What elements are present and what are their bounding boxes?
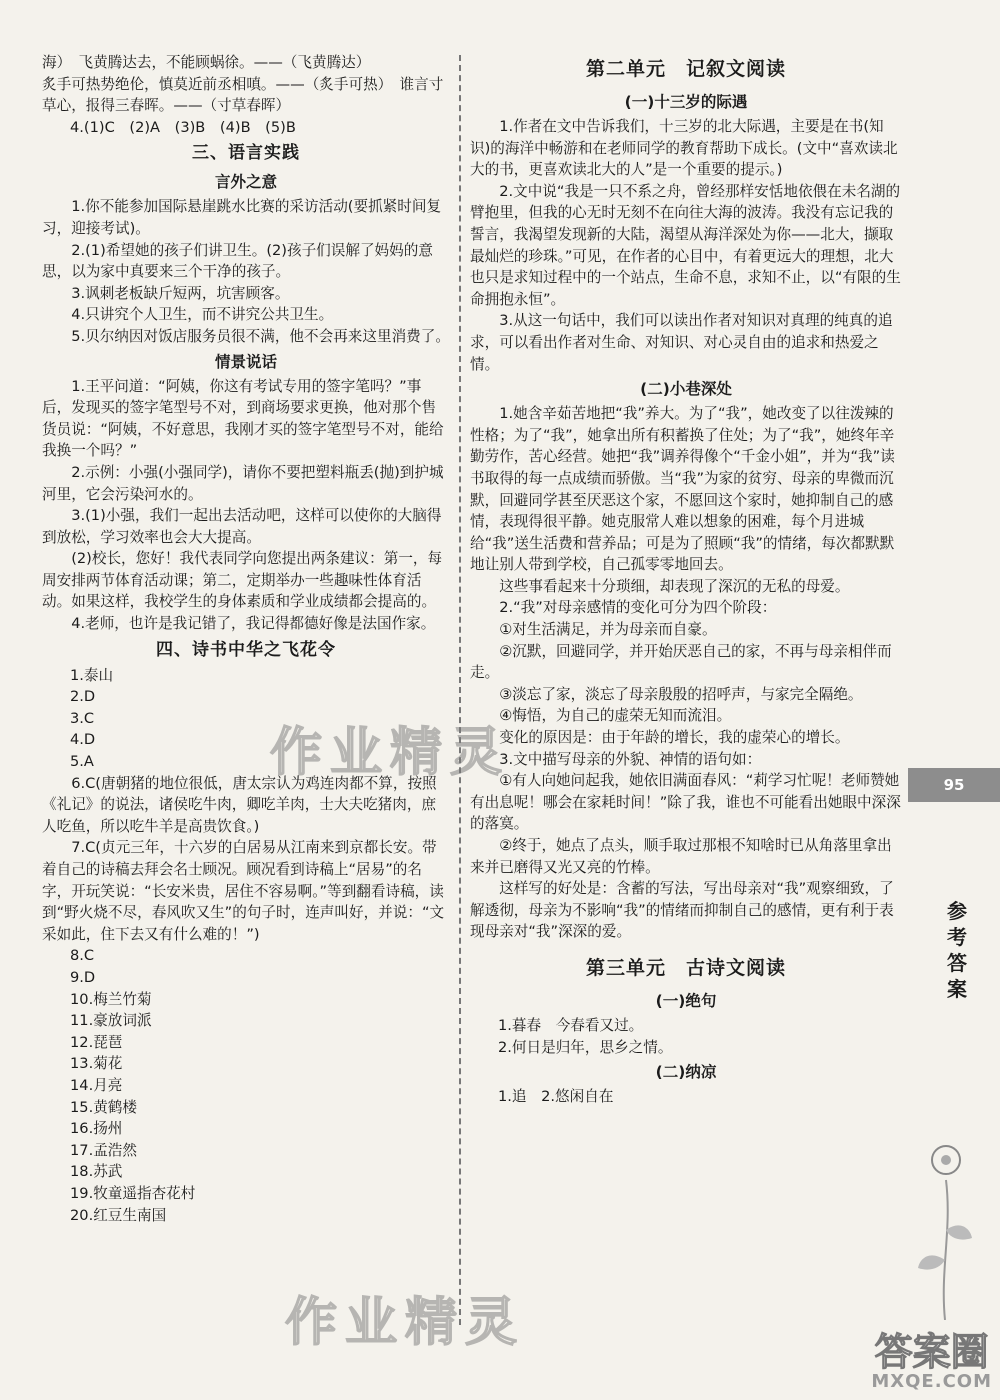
- subsection-heading: (二)小巷深处: [640, 380, 732, 399]
- answer-line: ①对生活满足，并为母亲而自豪。: [499, 621, 717, 639]
- answer-line: 16.扬州: [70, 1120, 123, 1138]
- answer-line: 2.D: [70, 688, 96, 706]
- answer-line: 15.黄鹤楼: [70, 1098, 137, 1116]
- answer-line: 1.追 2.悠闲自在: [498, 1088, 614, 1106]
- subsection-heading: (二)纳凉: [655, 1063, 717, 1082]
- answer-line: ②沉默，回避同学，并开始厌恶自己的家，不再与母亲相伴而走。: [470, 642, 892, 682]
- answer-line: 1.作者在文中告诉我们，十三岁的北大际遇，主要是在书(知识)的海洋中畅游和在老师同学的教育帮助下成长。(文中“喜欢读北大的书，更喜欢读北大的人”是一个重要的提示。): [470, 118, 898, 179]
- answer-line: 3.讽刺老板缺斤短两，坑害顾客。: [71, 284, 290, 302]
- answer-line: 1.王平问道：“阿姨，你这有考试专用的签字笔吗？”事后，发现买的签字笔型号不对，到商场要求更换，他对那个售货员说：“阿姨，不好意思，我刚才买的签字笔型号不对，能给我换一个吗？”: [42, 377, 444, 460]
- answer-line: 3.文中描写母亲的外貌、神情的语句如：: [499, 750, 762, 768]
- answer-line: 17.孟浩然: [70, 1141, 137, 1159]
- answer-line: 6.C(唐朝猪的地位很低，唐太宗认为鸡连肉都不算，按照《礼记》的说法，诸侯吃牛肉，卿吃羊肉，士大夫吃猪肉，庶人吃鱼，所以吃牛羊是高贵饮食。): [42, 774, 437, 835]
- spacer: [470, 943, 902, 951]
- answer-line: 14.月亮: [70, 1076, 123, 1094]
- answer-line: 7.C(贞元三年，十六岁的白居易从江南来到京都长安。带着自己的诗稿去拜会名士顾况。顾况看到诗稿上“居易”的名字，开玩笑说：“长安米贵，居住不容易啊。”等到翻看诗稿，读到“野火烧不尽，春风吹又生”的句子时，连声叫好，并说：“文采如此，住下去又有什么难的！”): [42, 839, 445, 943]
- column-divider: [459, 55, 461, 1325]
- answer-line: 13.菊花: [70, 1055, 123, 1073]
- flower-illustration-icon: [910, 1120, 980, 1320]
- subsection-heading: (一)十三岁的际遇: [624, 93, 748, 111]
- answer-line: 1.她含辛茹苦地把“我”养大。为了“我”，她改变了以往泼辣的性格；为了“我”，她拿出所有积蓄换了住处；为了“我”，她终年辛勤劳作，苦心经营。她把“我”调养得像个“千金小姐”，并为“我”读书取得的每一点成绩而骄傲。当“我”为家的贫穷、母亲的卑微而沉默，回避同学甚至厌恶这个家，不愿回这个家时，她抑制自己的感情，表现得很平静。她克服常人难以想象的困难，每个月进城给“我”送生活费和营养品；可是为了照顾“我”的情绪，每次都默默地让别人带到学校，自己孤零零地回去。: [470, 405, 895, 574]
- watermark-bottom: 作业精灵: [285, 1293, 526, 1353]
- answer-line: 5.A: [70, 753, 94, 771]
- answer-line: 3.从这一句话中，我们可以读出作者对知识对真理的纯真的追求，可以看出作者对生命、对知识、对心灵自由的追求和热爱之情。: [470, 312, 893, 373]
- answer-line: ①有人向她问起我，她依旧满面春风：“莉学习忙呢！老师赞她有出息呢！哪会在家耗时间！”除了我，谁也不可能看出她眼中深深的落寞。: [470, 772, 901, 833]
- section-label: 参考答案: [947, 899, 967, 1001]
- answer-line: ④悔悟，为自己的虚荣无知而流泪。: [499, 707, 732, 725]
- answer-line: 2.(1)希望她的孩子们讲卫生。(2)孩子们误解了妈妈的意思，以为家中真要来三个干净的孩子。: [42, 241, 433, 281]
- answer-line: 这样写的好处是：含蓄的写法，写出母亲对“我”观察细致，了解透彻，母亲为不影响“我”的情绪而抑制自己的感情，更有利于表现母亲对“我”深深的爱。: [470, 880, 894, 941]
- watermark-top: 作业精灵: [270, 723, 511, 783]
- answer-line: 20.红豆生南国: [70, 1206, 167, 1224]
- answer-line: 11.豪放词派: [70, 1012, 152, 1030]
- answer-line: 4.D: [70, 731, 96, 749]
- answer-line: (2)校长，您好！我代表同学向您提出两条建议：第一，每周安排两节体育活动课；第二，定期举办一些趣味性体育活动。如果这样，我校学生的身体素质和学业成绩都会提高的。: [42, 550, 443, 611]
- page-number: 95: [943, 776, 965, 794]
- answer-line: 4.(1)C (2)A (3)B (4)B (5)B: [70, 118, 296, 136]
- answer-line: 18.苏武: [70, 1163, 123, 1181]
- left-column: [42, 52, 450, 1226]
- answer-line: 3.(1)小强，我们一起出去活动吧，这样可以使你的大脑得到放松，学习效率也会大大提高。: [42, 507, 442, 546]
- answer-line: 9.D: [70, 968, 96, 986]
- subsection-heading: 情景说话: [214, 352, 277, 371]
- answer-line: 2.“我”对母亲感情的变化可分为四个阶段：: [499, 599, 777, 617]
- section-heading: 四、诗书中华之飞花令: [156, 639, 336, 660]
- answer-line: 12.琵琶: [70, 1033, 123, 1051]
- answer-line: 8.C: [70, 947, 95, 965]
- answer-line: 2.何日是归年，思乡之情。: [498, 1038, 673, 1056]
- answer-line: 2.文中说“我是一只不系之舟，曾经那样安恬地依偎在未名湖的臂抱里，但我的心无时无刻不在向往大海的波涛。我没有忘记我的誓言，我渴望发现新的大陆，渴望从海洋深处为你——北大，撷取最灿烂的珍珠。”可见，在作者的心目中，有着更远大的理想，北大也只是求知过程中的一个站点，生命不息，求知不止，以“有限的生命拥抱永恒”。: [470, 182, 901, 308]
- site-logo: [871, 1332, 992, 1392]
- page-number-tab: [908, 768, 1000, 802]
- answer-line: 19.牧童遥指杏花村: [70, 1184, 196, 1202]
- answer-line: ③淡忘了家，淡忘了母亲殷殷的招呼声，与家完全隔绝。: [499, 685, 863, 703]
- answer-line: 4.只讲究个人卫生，而不讲究公共卫生。: [71, 306, 334, 324]
- logo-url: MXQE.COM: [871, 1371, 992, 1392]
- answer-line: 2.示例：小强(小强同学)，请你不要把塑料瓶丢(抛)到护城河里，它会污染河水的。: [42, 463, 444, 503]
- subsection-heading: (一)绝句: [655, 991, 717, 1010]
- answer-line: 变化的原因是：由于年龄的增长，我的虚荣心的增长。: [499, 729, 850, 747]
- answer-line: 炙手可热势绝伦，慎莫近前丞相嗔。——（炙手可热） 谁言寸草心，报得三春晖。——（寸草春晖）: [42, 75, 444, 115]
- answer-line: 4.老师，也许是我记错了，我记得都德好像是法国作家。: [71, 615, 436, 633]
- answer-line: 10.梅兰竹菊: [70, 990, 152, 1008]
- subsection-heading: 言外之意: [214, 173, 277, 192]
- answer-line: 海） 飞黄腾达去，不能顾蜗徐。——（飞黄腾达）: [42, 54, 371, 71]
- answer-line: 1.你不能参加国际悬崖跳水比赛的采访活动(要抓紧时间复习，迎接考试)。: [42, 198, 442, 237]
- answer-line: 5.贝尔纳因对饭店服务员很不满，他不会再来这里消费了。: [71, 327, 450, 345]
- section-heading: 三、语言实践: [192, 143, 300, 164]
- unit-heading: 第二单元 记叙文阅读: [585, 58, 786, 80]
- answer-line: 1.暮春 今春看又过。: [498, 1016, 644, 1034]
- answer-line: 这些事看起来十分琐细，却表现了深沉的无私的母爱。: [499, 577, 850, 595]
- right-column: [470, 52, 902, 1108]
- answer-line: 3.C: [70, 709, 95, 727]
- answer-line: 1.泰山: [70, 666, 114, 684]
- answer-line: ②终于，她点了点头，顺手取过那根不知啥时已从角落里拿出来并已磨得又光又亮的竹棒。: [470, 837, 892, 876]
- unit-heading: 第三单元 古诗文阅读: [585, 956, 786, 979]
- logo-text: 答案圈: [874, 1330, 989, 1374]
